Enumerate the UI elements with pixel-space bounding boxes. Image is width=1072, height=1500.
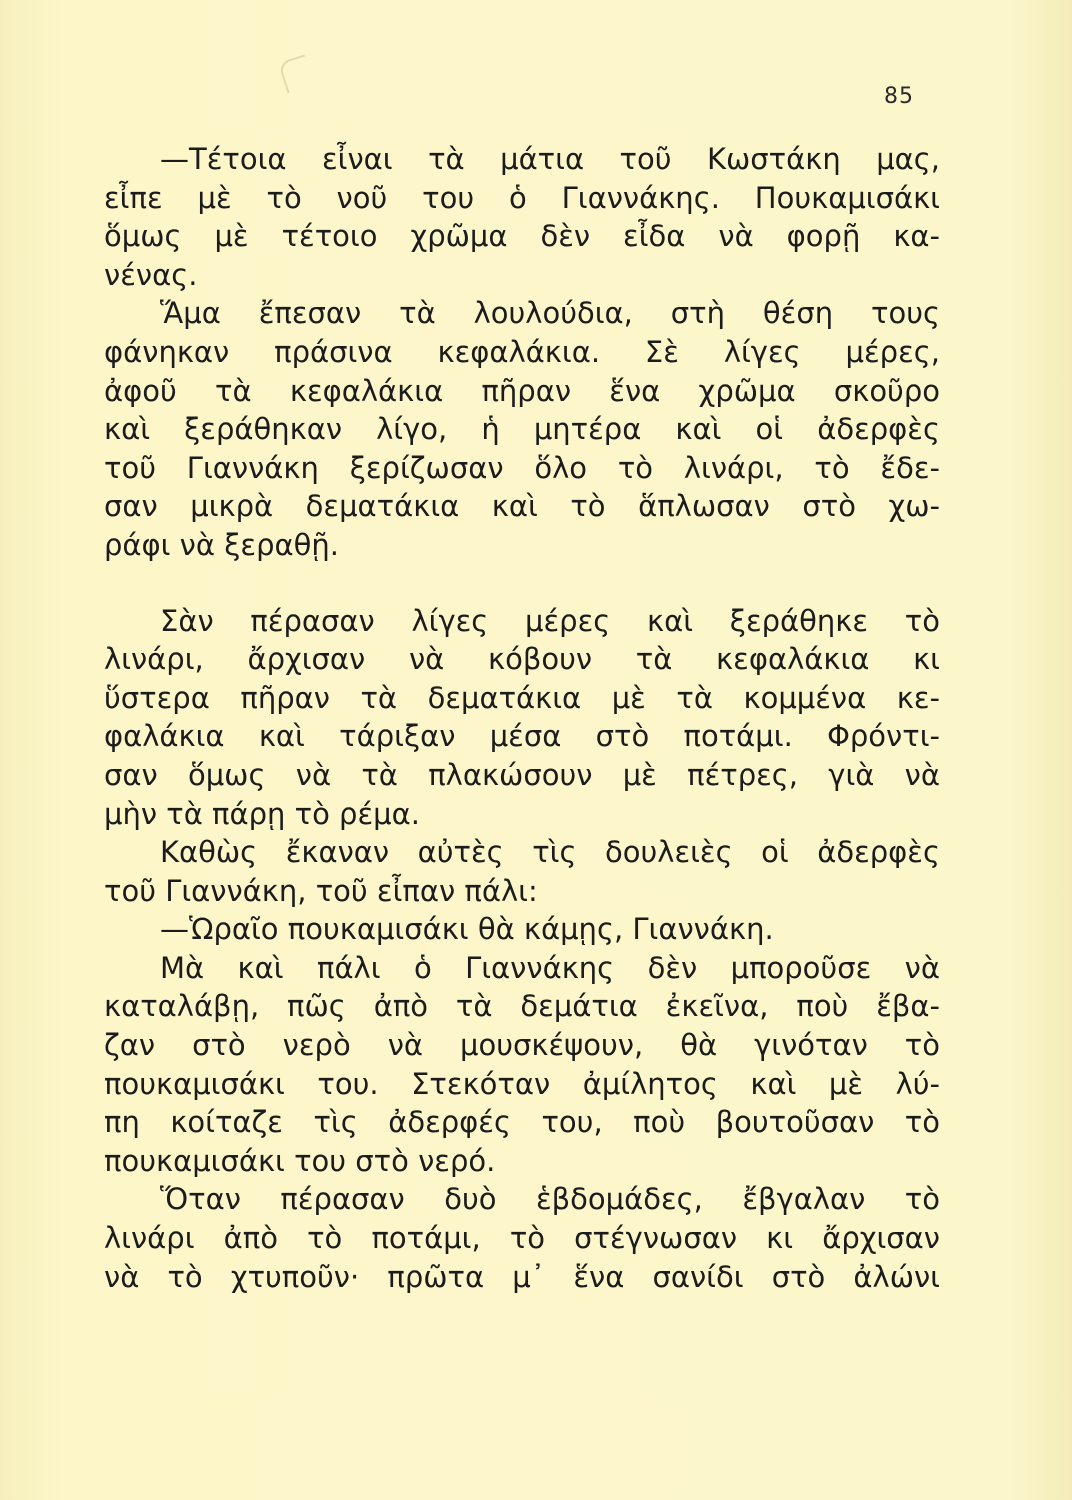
text-line: τοῦ Γιαννάκη ξερίζωσαν ὅλο τὸ λινάρι, τὸ ἔδε- <box>104 450 940 485</box>
text-line: πη κοίταζε τὶς ἀδερφές του, ποὺ βουτοῦσαν τὸ <box>104 1105 940 1140</box>
text-line: ὕστερα πῆραν τὰ δεματάκια μὲ τὰ κομμένα κε- <box>104 680 940 715</box>
text-line: —Τέτοια εἶναι τὰ μάτια τοῦ Κωστάκη μας, <box>160 142 940 176</box>
text-line: σαν ὅμως νὰ τὰ πλακώσουν μὲ πέτρες, γιὰ νὰ <box>104 757 940 792</box>
text-line: ράφι νὰ ξεραθῇ. <box>104 527 339 562</box>
text-line: Ἅμα ἔπεσαν τὰ λουλούδια, στὴ θέση τους <box>160 296 940 331</box>
text-line: νένας. <box>104 257 198 292</box>
text-line: Σὰν πέρασαν λίγες μέρες καὶ ξεράθηκε τὸ <box>160 603 940 638</box>
text-line: νὰ τὸ χτυποῦν· πρῶτα μ᾿ ἕνα σανίδι στὸ ἀλώνι <box>104 1259 940 1294</box>
text-line: ἀφοῦ τὰ κεφαλάκια πῆραν ἕνα χρῶμα σκοῦρο <box>104 373 940 408</box>
text-line: λινάρι, ἄρχισαν νὰ κόβουν τὰ κεφαλάκια κι <box>104 642 940 677</box>
body-text <box>104 140 940 1296</box>
paragraph-gap <box>104 565 940 602</box>
text-line: καὶ ξεράθηκαν λίγο, ἡ μητέρα καὶ οἱ ἀδερφὲς <box>104 412 940 447</box>
page-number: 85 <box>884 84 914 109</box>
text-line: φάνηκαν πράσινα κεφαλάκια. Σὲ λίγες μέρες, <box>104 334 940 369</box>
text-line: πουκαμισάκι του στὸ νερό. <box>104 1143 496 1178</box>
text-line: ζαν στὸ νερὸ νὰ μουσκέψουν, θὰ γινόταν τὸ <box>104 1028 940 1063</box>
text-line: πουκαμισάκι του. Στεκόταν ἀμίλητος καὶ μὲ λύ- <box>104 1066 940 1101</box>
text-line: τοῦ Γιαννάκη, τοῦ εἶπαν πάλι: <box>104 873 538 908</box>
text-line: καταλάβῃ, πῶς ἀπὸ τὰ δεμάτια ἐκεῖνα, ποὺ ἔβα- <box>104 989 940 1024</box>
text-line: εἶπε μὲ τὸ νοῦ του ὁ Γιαννάκης. Πουκαμισάκι <box>104 180 940 215</box>
text-line: ὅμως μὲ τέτοιο χρῶμα δὲν εἶδα νὰ φορῇ κα- <box>104 219 940 254</box>
text-line: —Ὡραῖο πουκαμισάκι θὰ κάμῃς, Γιαννάκη. <box>160 912 774 947</box>
text-line: Καθὼς ἔκαναν αὐτὲς τὶς δουλειὲς οἱ ἀδερφὲς <box>160 835 940 870</box>
text-line: μὴν τὰ πάρῃ τὸ ρέμα. <box>104 796 420 831</box>
text-line: σαν μικρὰ δεματάκια καὶ τὸ ἅπλωσαν στὸ χω- <box>104 489 940 524</box>
text-line: λινάρι ἀπὸ τὸ ποτάμι, τὸ στέγνωσαν κι ἄρχισαν <box>104 1221 940 1256</box>
page-mark <box>278 54 315 93</box>
text-line: Μὰ καὶ πάλι ὁ Γιαννάκης δὲν μποροῦσε νὰ <box>160 950 940 985</box>
text-line: φαλάκια καὶ τάριξαν μέσα στὸ ποτάμι. Φρόντι- <box>104 719 940 754</box>
text-line: Ὅταν πέρασαν δυὸ ἑβδομάδες, ἔβγαλαν τὸ <box>160 1182 940 1217</box>
